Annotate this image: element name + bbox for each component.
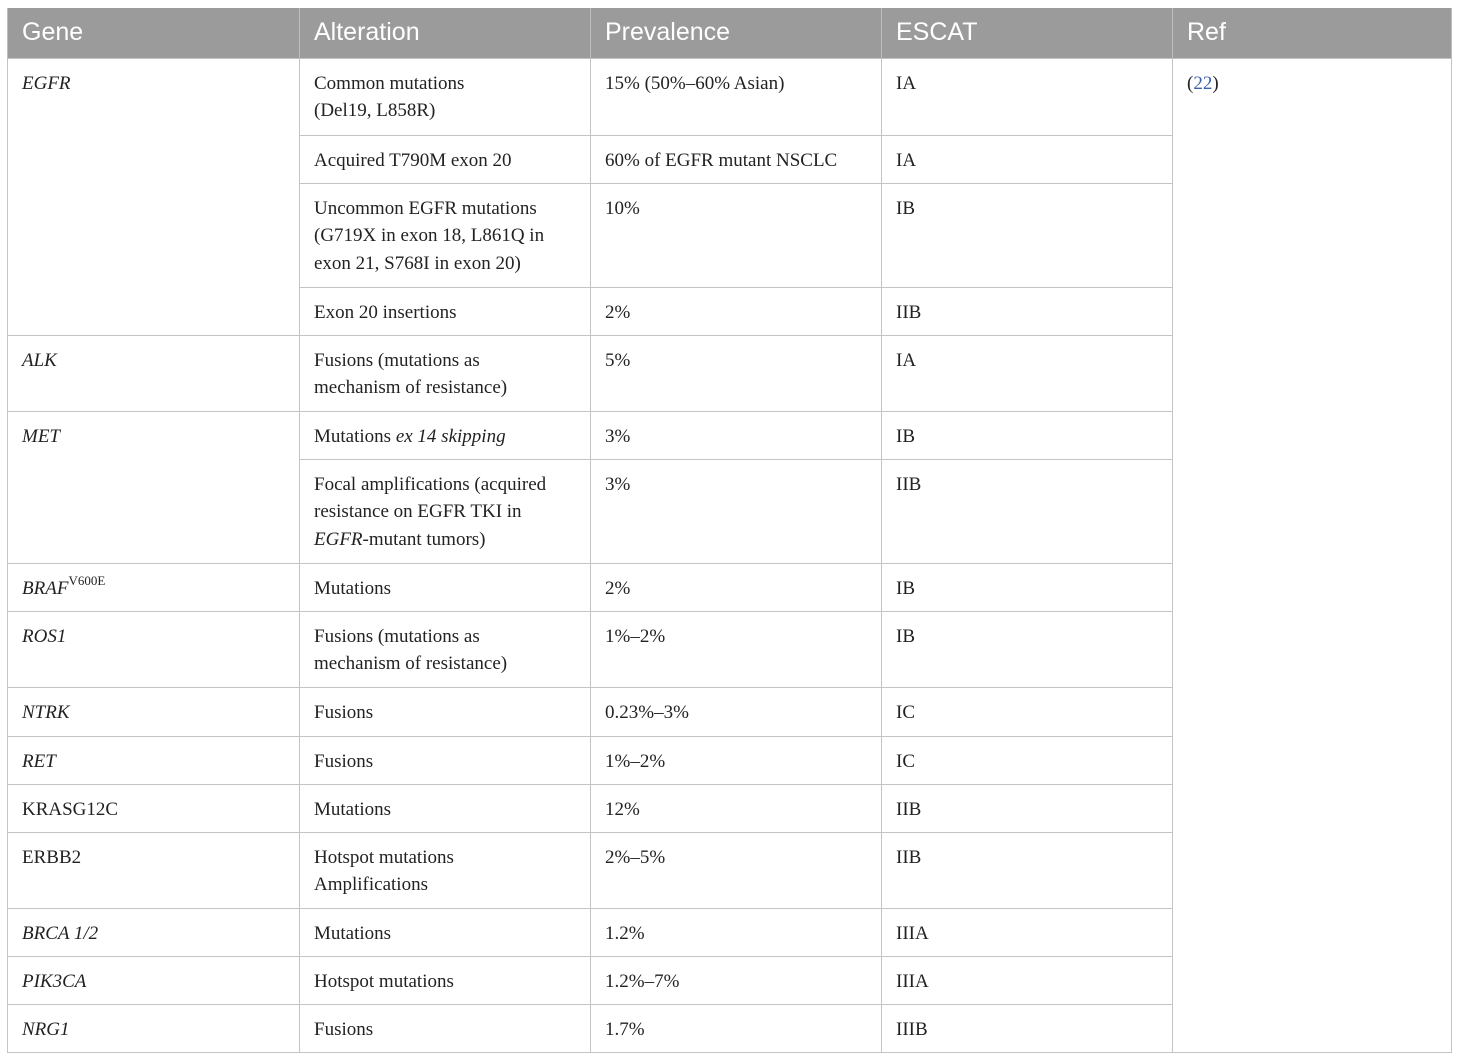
header-prevalence: Prevalence (591, 8, 882, 58)
escat-cell: IC (882, 687, 1173, 736)
escat-cell: IIB (882, 287, 1173, 335)
prevalence-cell: 12% (591, 784, 882, 832)
header-escat: ESCAT (882, 8, 1173, 58)
alteration-cell: Focal amplifications (acquired resistance on EGFR TKI in EGFR-mutant tumors) (300, 459, 591, 563)
alteration-cell: Acquired T790M exon 20 (300, 135, 591, 183)
prevalence-cell: 1%–2% (591, 611, 882, 687)
reference-link[interactable]: 22 (1193, 72, 1213, 94)
alteration-cell: Fusions (300, 1004, 591, 1052)
prevalence-cell: 1.2% (591, 908, 882, 956)
alteration-cell: Hotspot mutations (300, 956, 591, 1004)
prevalence-cell: 2% (591, 287, 882, 335)
ref-cell: (22) (1173, 58, 1452, 1052)
escat-cell: IB (882, 183, 1173, 287)
gene-cell: NTRK (8, 687, 300, 736)
escat-cell: IA (882, 135, 1173, 183)
alteration-cell: Fusions (300, 687, 591, 736)
gene-cell: EGFR (8, 58, 300, 335)
gene-cell: $BRAF^{V600E}$ (8, 563, 300, 611)
escat-cell: IIB (882, 459, 1173, 563)
gene-cell: ERBB2 (8, 832, 300, 908)
prevalence-cell: 60% of EGFR mutant NSCLC (591, 135, 882, 183)
escat-cell: IIB (882, 784, 1173, 832)
escat-cell: IIIA (882, 908, 1173, 956)
prevalence-cell: 1%–2% (591, 736, 882, 784)
escat-cell: IIIA (882, 956, 1173, 1004)
gene-cell: BRCA 1/2 (8, 908, 300, 956)
escat-cell: IA (882, 58, 1173, 135)
alteration-cell: Uncommon EGFR mutations (G719X in exon 18, L861Q in exon 21, S768I in exon 20) (300, 183, 591, 287)
escat-cell: IB (882, 411, 1173, 459)
gene-cell: KRASG12C (8, 784, 300, 832)
gene-cell: MET (8, 411, 300, 563)
prevalence-cell: 2% (591, 563, 882, 611)
header-alteration: Alteration (300, 8, 591, 58)
alteration-cell: Mutations ex 14 skipping (300, 411, 591, 459)
escat-cell: IA (882, 335, 1173, 411)
escat-cell: IB (882, 611, 1173, 687)
gene-cell: ROS1 (8, 611, 300, 687)
prevalence-cell: 1.2%–7% (591, 956, 882, 1004)
alteration-cell: Common mutations (Del19, L858R) (300, 58, 591, 135)
alteration-cell: Mutations (300, 784, 591, 832)
gene-cell: PIK3CA (8, 956, 300, 1004)
prevalence-cell: 3% (591, 411, 882, 459)
alteration-cell: Exon 20 insertions (300, 287, 591, 335)
alteration-cell: Mutations (300, 563, 591, 611)
escat-cell: IB (882, 563, 1173, 611)
alteration-cell: Fusions (300, 736, 591, 784)
prevalence-cell: 0.23%–3% (591, 687, 882, 736)
gene-alteration-table (7, 8, 1452, 1053)
header-row (8, 8, 1452, 58)
prevalence-cell: 5% (591, 335, 882, 411)
header-ref: Ref (1173, 8, 1452, 58)
gene-cell: ALK (8, 335, 300, 411)
alteration-cell: Fusions (mutations as mechanism of resistance) (300, 611, 591, 687)
alteration-cell: Mutations (300, 908, 591, 956)
escat-cell: IIIB (882, 1004, 1173, 1052)
gene-cell: NRG1 (8, 1004, 300, 1052)
gene-superscript: V600E (68, 572, 106, 588)
header-gene: Gene (8, 8, 300, 58)
alteration-cell: Hotspot mutations Amplifications (300, 832, 591, 908)
escat-cell: IC (882, 736, 1173, 784)
prevalence-cell: 15% (50%–60% Asian) (591, 58, 882, 135)
gene-cell: RET (8, 736, 300, 784)
table-row (8, 58, 1452, 135)
prevalence-cell: 2%–5% (591, 832, 882, 908)
prevalence-cell: 1.7% (591, 1004, 882, 1052)
escat-cell: IIB (882, 832, 1173, 908)
prevalence-cell: 3% (591, 459, 882, 563)
prevalence-cell: 10% (591, 183, 882, 287)
alteration-cell: Fusions (mutations as mechanism of resistance) (300, 335, 591, 411)
